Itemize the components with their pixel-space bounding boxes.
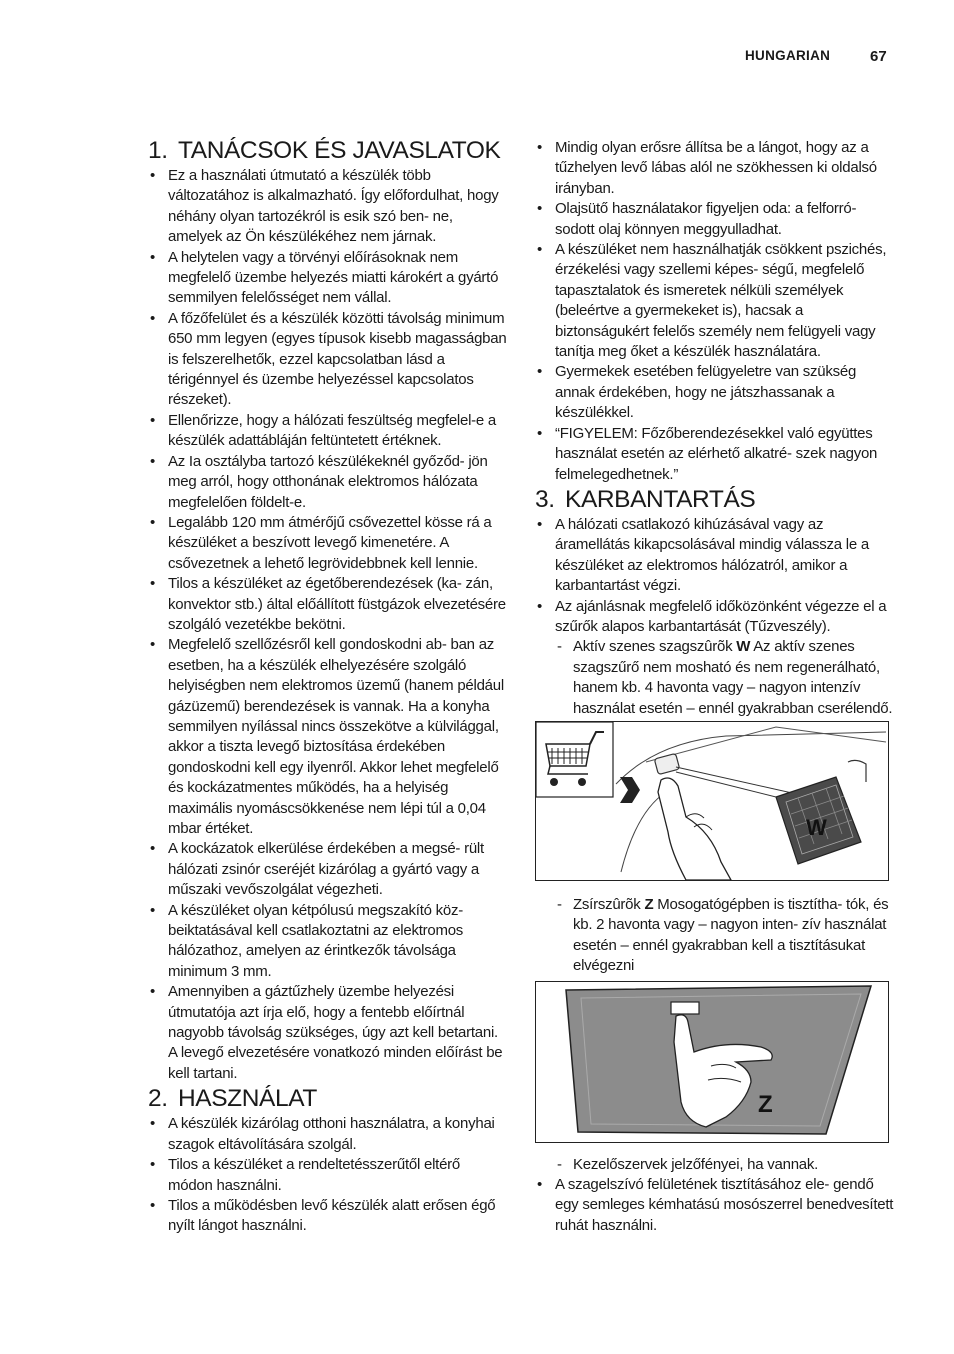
tips-list bbox=[148, 166, 508, 1084]
section-title: TANÁCSOK ÉS JAVASLATOK bbox=[178, 137, 501, 164]
list-item: • Az ajánlásnak megfelelő időközönként végezze el a szűrők alapos karbantartását (Tűzveszély). bbox=[535, 597, 895, 638]
section-title: HASZNÁLAT bbox=[178, 1085, 317, 1113]
carbon-filter-name: Aktív szenes szagszûrõk bbox=[573, 638, 733, 656]
list-item: • A helytelen vagy a törvényi előírásoknak nem megfelelő üzembe helyezés miatti károkért a gyártó semmilyen felelősséget nem vállal. bbox=[148, 248, 508, 309]
usage-list-left bbox=[148, 1114, 508, 1236]
filter-z-label: Z bbox=[758, 1090, 773, 1118]
section-tips-heading bbox=[148, 136, 508, 166]
list-item: • Mindig olyan erősre állítsa be a lángot, hogy az a tűzhelyen levő lábas alól ne szökhessen ki oldalsó irányban. bbox=[535, 138, 895, 199]
grease-filter-item bbox=[535, 895, 895, 977]
list-item: • Tilos a készüléket a rendeltetésszerűtől eltérő módon használni. bbox=[148, 1155, 508, 1196]
usage-list-right bbox=[535, 138, 895, 485]
list-item: • A főzőfelület és a készülék közötti távolság minimum 650 mm legyen (egyes típusok kisebb magasságban is felszerelhetők, ezzel kapcsolatban lásd a térigénnyel és üzembe helyezéssel kapcsolatos részeket). bbox=[148, 309, 508, 411]
grease-filter-letter: Z bbox=[644, 895, 654, 913]
arrow-right-icon bbox=[620, 777, 640, 803]
list-item: • Legalább 120 mm átmérőjű csővezettel kösse rá a készüléket a beszívott levegő kimenetére. A csővezetnek a lehető legrövidebbnek kell lennie. bbox=[148, 513, 508, 574]
list-item: • Tilos a készüléket az égetőberendezések (ka- zán, konvektor stb.) által előállított füstgázok elvezetésére szolgáló vezetékbe bekötni. bbox=[148, 574, 508, 635]
grease-filter-name: Zsírszûrõk bbox=[573, 895, 641, 913]
grease-filter-text: Mosogatógépben is tisztítha- tók, és kb. 2 havonta vagy – nagyon inten- zív használat esetén – ennél gyakrabban kell a tisztításukat elvégezni bbox=[573, 895, 889, 975]
section-number: 2. bbox=[148, 1085, 168, 1113]
list-item: • Megfelelő szellőzésről kell gondoskodni ab- ban az esetben, ha a készülék elhelyezésére szolgáló helyiségben nem elektromos üzemű (hanem például gázüzemű) berendezések is vannak. Ha a konyha semmilyen nyílással nincs összekötve a külvilággal, akkor a tiszta levegő biztosítása érdekében gondoskodni kell egy ilyenről. Akkor lehet megfelelő és kockázatmentes működés, ha a helyiség maximális nyomáscsökkenése nem lépi túl a 0,04 mbar értéket. bbox=[148, 635, 508, 839]
filter-w-label: W bbox=[806, 814, 827, 840]
section-usage-heading bbox=[148, 1084, 508, 1114]
carbon-filter-figure bbox=[535, 721, 889, 881]
maintenance-list bbox=[535, 515, 895, 719]
carbon-filter-illustration bbox=[776, 777, 861, 864]
list-item: • A készüléket nem használhatják csökkent pszichés, érzékelési vagy szellemi képes- ségű, megfelelő tapasztalatok és ismeretek nélküli személyek (beleértve a gyermekeket is), hacsak a biztonságukért felelős személy nem felügyeli vagy tanítja meg őket a készülék használatára. bbox=[535, 240, 895, 362]
list-item: • Amennyiben a gáztűzhely üzembe helyezési útmutatója azt írja elő, hogy a fentebb előírtnál nagyobb távolság szükséges, úgy azt kell betartani. A levegő elvezetésére vonatkozó minden előírást be kell tartani. bbox=[148, 982, 508, 1084]
section-maintenance-heading bbox=[535, 485, 895, 515]
section-number: 1. bbox=[148, 137, 168, 164]
list-item: • Olajsütő használatakor figyeljen oda: a felforró- sodott olaj könnyen meggyulladhat. bbox=[535, 199, 895, 240]
carbon-filter-item bbox=[535, 637, 895, 719]
carbon-filter-text: Az aktív szenes szagszűrő nem mosható és nem regenerálható, hanem kb. 4 havonta vagy – nagyon intenzív használat esetén – ennél gyakrabban cserélendő. bbox=[573, 638, 893, 717]
header-language: HUNGARIAN bbox=[745, 48, 831, 63]
left-column bbox=[148, 136, 508, 1237]
list-item: • A kockázatok elkerülése érdekében a megsé- rült hálózati zsinór cseréjét kizárólag a gyártó vagy a műszaki vevőszolgálat végezheti. bbox=[148, 839, 508, 900]
final-list bbox=[535, 1155, 895, 1237]
list-item: • A készülék kizárólag otthoni használatra, a konyhai szagok eltávolítására szolgál. bbox=[148, 1114, 508, 1155]
list-item: - Kezelőszervek jelzőfényei, ha vannak. bbox=[535, 1155, 895, 1175]
grease-filter-list bbox=[535, 895, 895, 977]
list-item: • Ez a használati útmutató a készülék több változatához is alkalmazható. Így előfordulhat, hogy néhány olyan tartozékról is esik szó ben- ne, amelyek az Ön készülékéhez nem járnak. bbox=[148, 166, 508, 248]
carbon-filter-letter: W bbox=[736, 638, 751, 656]
list-item: • Ellenőrizze, hogy a hálózati feszültség megfelel-e a készülék adattábláján feltüntetett értéknek. bbox=[148, 411, 508, 452]
section-number: 3. bbox=[535, 485, 555, 513]
list-item: • Gyermekek esetében felügyeletre van szükség annak érdekében, hogy ne játszhassanak a készülékkel. bbox=[535, 362, 895, 423]
grease-filter-figure bbox=[535, 981, 889, 1143]
list-item: • Az Ia osztályba tartozó készülékeknél győződ- jön meg arról, hogy otthonának elektromos hálózata megfelelően földelt-e. bbox=[148, 452, 508, 513]
shopping-cart-icon bbox=[536, 722, 613, 797]
list-item: • Tilos a működésben levő készülék alatt erősen égő nyílt lángot használni. bbox=[148, 1196, 508, 1237]
list-item: • “FIGYELEM: Főzőberendezésekkel való együttes használat esetén az elérhető alkatré- szek nagyon felmelegedhetnek.” bbox=[535, 424, 895, 485]
list-item: • A készüléket olyan kétpólusú megszakító köz- beiktatásával kell csatlakoztatni az elektromos hálózathoz, amelyen az érintkezők távolsága minimum 3 mm. bbox=[148, 901, 508, 983]
page-number: 67 bbox=[870, 48, 887, 65]
list-item: • A szagelszívó felületének tisztításához ele- gendő egy semleges kémhatású mosószerrel benedvesített ruhát használni. bbox=[535, 1175, 895, 1236]
list-item: • A hálózati csatlakozó kihúzásával vagy az áramellátás kikapcsolásával mindig válassza le a készüléket az elektromos hálózatról, amikor a karbantartást végzi. bbox=[535, 515, 895, 597]
right-column bbox=[535, 138, 895, 1236]
section-title: KARBANTARTÁS bbox=[565, 485, 756, 513]
